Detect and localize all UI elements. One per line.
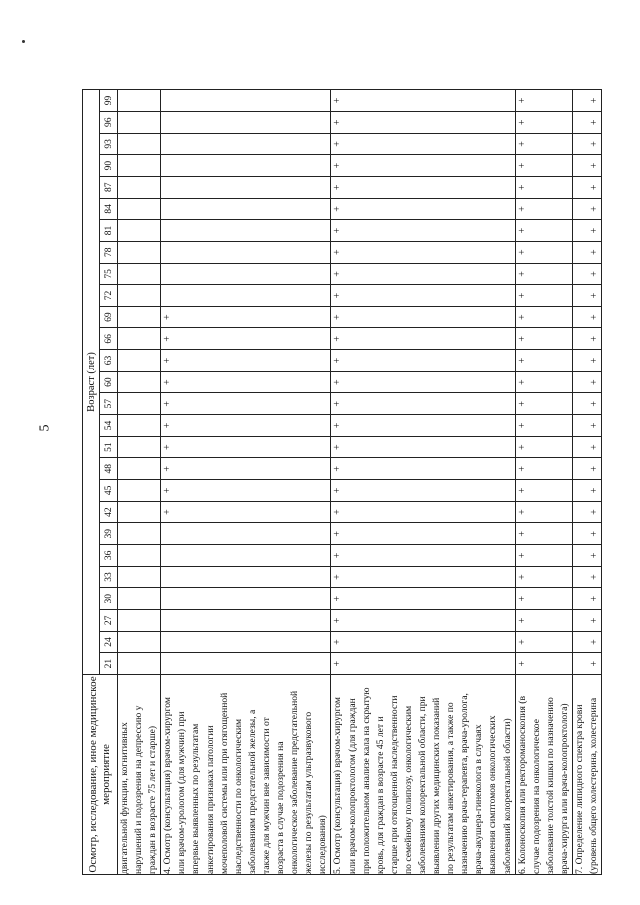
age-column-header: 33 (100, 566, 118, 588)
age-mark-cell: + (515, 371, 572, 393)
description-line: выявлении других медицинских показаний (431, 697, 443, 874)
description-line: или врачом-колопроктологом (для граждан (346, 698, 358, 874)
age-mark-cell (161, 545, 331, 567)
age-mark-cell: + (161, 328, 331, 350)
age-mark-cell (118, 198, 161, 220)
measure-description (515, 675, 572, 875)
age-mark-cell: + (515, 523, 572, 545)
age-mark-cell: + (573, 545, 602, 567)
age-mark-cell: + (161, 501, 331, 523)
age-mark-cell: + (331, 263, 515, 285)
age-mark-cell: + (573, 220, 602, 242)
table-row (118, 89, 161, 874)
age-mark-cell: + (515, 285, 572, 307)
age-mark-cell: + (331, 458, 515, 480)
description-line: случае подозрения на онкологическое (530, 719, 542, 874)
age-column-header: 48 (100, 458, 118, 480)
description-line: заболеваниям колоректальной области, при (416, 696, 428, 874)
age-mark-cell: + (573, 285, 602, 307)
scan-speck (22, 40, 25, 43)
age-mark-cell: + (573, 306, 602, 328)
age-mark-cell (118, 415, 161, 437)
age-mark-cell: + (161, 306, 331, 328)
age-column-header: 96 (100, 111, 118, 133)
age-mark-cell (118, 111, 161, 133)
age-column-header: 45 (100, 480, 118, 502)
age-mark-cell: + (515, 480, 572, 502)
age-mark-cell: + (331, 155, 515, 177)
age-mark-cell (118, 241, 161, 263)
table-body (118, 89, 602, 874)
age-mark-cell (161, 588, 331, 610)
age-mark-cell: + (331, 393, 515, 415)
age-mark-cell: + (515, 328, 572, 350)
age-mark-cell (118, 371, 161, 393)
age-mark-cell (118, 458, 161, 480)
age-mark-cell (118, 393, 161, 415)
age-mark-cell: + (331, 523, 515, 545)
age-mark-cell (118, 501, 161, 523)
age-mark-cell: + (573, 133, 602, 155)
age-mark-cell: + (573, 241, 602, 263)
age-mark-cell: + (515, 306, 572, 328)
description-line: железы по результатам ультразвукового (303, 711, 315, 874)
age-mark-cell: + (161, 480, 331, 502)
age-mark-cell (161, 263, 331, 285)
age-mark-cell (118, 436, 161, 458)
description-line: врача-акушера-гинеколога в случаях (473, 724, 485, 874)
age-mark-cell (118, 653, 161, 675)
age-mark-cell (161, 111, 331, 133)
measure-description (118, 675, 161, 875)
description-line: 7. Определение липидного спектра крови (574, 704, 585, 874)
age-mark-cell (161, 285, 331, 307)
age-mark-cell: + (515, 350, 572, 372)
age-mark-cell: + (331, 480, 515, 502)
age-mark-cell: + (515, 610, 572, 632)
description-line: заболеваний колоректальной области) (501, 718, 513, 874)
description-line: нарушений и подозрения на депрессию у (133, 705, 145, 874)
age-mark-cell: + (573, 566, 602, 588)
age-mark-cell (161, 241, 331, 263)
age-mark-cell (118, 631, 161, 653)
measure-description (331, 675, 515, 875)
age-mark-cell (161, 631, 331, 653)
age-mark-cell (161, 155, 331, 177)
age-mark-cell: + (515, 263, 572, 285)
table-row (515, 89, 572, 874)
age-mark-cell: + (515, 176, 572, 198)
age-column-header: 27 (100, 610, 118, 632)
age-mark-cell (161, 176, 331, 198)
age-mark-cell (161, 198, 331, 220)
age-mark-cell (118, 133, 161, 155)
description-line: двигательной функции, когнитивных (119, 722, 130, 874)
age-mark-cell: + (161, 458, 331, 480)
age-mark-cell (118, 545, 161, 567)
description-line: возраста в случае подозрения на (275, 741, 287, 874)
age-mark-cell: + (161, 415, 331, 437)
age-mark-cell (118, 263, 161, 285)
age-mark-cell: + (573, 176, 602, 198)
screening-table (82, 89, 602, 875)
age-column-header: 36 (100, 545, 118, 567)
age-mark-cell: + (331, 588, 515, 610)
age-mark-cell: + (331, 89, 515, 111)
description-line: кровь, для граждан в возрасте 45 лет и (374, 716, 386, 874)
age-mark-cell: + (331, 501, 515, 523)
age-mark-cell: + (161, 393, 331, 415)
age-mark-cell (118, 566, 161, 588)
description-line: наследственности по онкологическим (232, 718, 244, 874)
age-mark-cell: + (331, 133, 515, 155)
table-row (331, 89, 515, 874)
age-mark-cell: + (331, 176, 515, 198)
age-mark-cell: + (331, 566, 515, 588)
header-measure: Осмотр, исследование, иное медицинское мероприятие (83, 675, 118, 875)
age-mark-cell: + (331, 653, 515, 675)
age-column-header: 54 (100, 415, 118, 437)
age-mark-cell: + (573, 371, 602, 393)
age-mark-cell: + (573, 631, 602, 653)
age-mark-cell (118, 220, 161, 242)
age-column-header: 60 (100, 371, 118, 393)
age-mark-cell: + (515, 545, 572, 567)
age-mark-cell (118, 176, 161, 198)
age-mark-cell: + (161, 371, 331, 393)
age-mark-cell (118, 89, 161, 111)
age-mark-cell: + (515, 111, 572, 133)
age-mark-cell: + (573, 588, 602, 610)
age-mark-cell: + (515, 89, 572, 111)
description-line: граждан в возрасте 75 лет и старше) (147, 725, 159, 874)
age-mark-cell: + (573, 89, 602, 111)
age-mark-cell: + (515, 220, 572, 242)
description-line: исследования) (317, 815, 329, 874)
description-line: при положительном анализе кала на скрытую (360, 687, 372, 874)
age-mark-cell: + (573, 155, 602, 177)
age-mark-cell: + (515, 155, 572, 177)
age-mark-cell: + (573, 480, 602, 502)
age-mark-cell (118, 155, 161, 177)
description-line: старше при отягощенной наследственности (388, 695, 400, 874)
age-mark-cell: + (331, 545, 515, 567)
description-line: по результатам анкетирования, а также по (445, 702, 457, 874)
age-mark-cell (118, 285, 161, 307)
measure-description (161, 675, 331, 875)
age-mark-cell: + (573, 436, 602, 458)
age-column-header: 30 (100, 588, 118, 610)
description-line: также для мужчин вне зависимости от (260, 717, 272, 874)
age-mark-cell (118, 306, 161, 328)
age-mark-cell: + (573, 198, 602, 220)
description-line: 5. Осмотр (консультация) врачом-хирургом (332, 697, 344, 874)
age-mark-cell: + (331, 436, 515, 458)
age-column-header: 69 (100, 306, 118, 328)
age-mark-cell (161, 566, 331, 588)
age-column-header: 75 (100, 263, 118, 285)
description-line: анкетирования признаках патологии (204, 725, 216, 874)
age-mark-cell: + (515, 198, 572, 220)
age-mark-cell: + (573, 501, 602, 523)
age-column-header: 90 (100, 155, 118, 177)
age-mark-cell: + (515, 415, 572, 437)
age-mark-cell: + (515, 588, 572, 610)
description-line: заболевание толстой кишки по назначению (544, 697, 556, 874)
age-column-header: 78 (100, 241, 118, 263)
table-row (573, 89, 602, 874)
age-mark-cell (118, 523, 161, 545)
age-mark-cell: + (573, 610, 602, 632)
rotated-table-page (82, 90, 602, 875)
age-mark-cell: + (515, 653, 572, 675)
age-mark-cell: + (161, 350, 331, 372)
description-line: мочеполовой системы или при отягощенной (218, 692, 230, 874)
age-mark-cell: + (331, 371, 515, 393)
age-mark-cell: + (573, 523, 602, 545)
age-column-header: 93 (100, 133, 118, 155)
age-mark-cell (161, 610, 331, 632)
description-line: впервые выявленных по результатам (190, 723, 202, 874)
age-mark-cell (161, 523, 331, 545)
description-line: онкологическое заболевание предстательной (289, 690, 301, 874)
age-mark-cell: + (573, 653, 602, 675)
age-mark-cell: + (515, 566, 572, 588)
age-mark-cell: + (331, 415, 515, 437)
age-mark-cell (161, 653, 331, 675)
age-mark-cell: + (331, 328, 515, 350)
age-mark-cell: + (573, 111, 602, 133)
age-mark-cell: + (331, 220, 515, 242)
age-column-header: 72 (100, 285, 118, 307)
age-column-header: 99 (100, 89, 118, 111)
age-column-header: 39 (100, 523, 118, 545)
age-column-header: 51 (100, 436, 118, 458)
age-mark-cell: + (331, 111, 515, 133)
age-mark-cell: + (515, 501, 572, 523)
age-mark-cell (161, 220, 331, 242)
page-number: 5 (37, 424, 53, 432)
description-line: (уровень общего холестерина, холестерина (588, 697, 600, 874)
age-mark-cell: + (515, 631, 572, 653)
description-line: 6. Колоноскопия или ректороманоскопия (в (516, 695, 528, 874)
age-column-header: 42 (100, 501, 118, 523)
age-mark-cell: + (573, 350, 602, 372)
description-line: 4. Осмотр (консультация) врачом-хирургом (162, 697, 174, 874)
age-mark-cell: + (331, 241, 515, 263)
description-line: врача-хирурга или врача-колопроктолога) (558, 703, 570, 874)
age-column-header: 57 (100, 393, 118, 415)
age-mark-cell (118, 480, 161, 502)
age-column-header: 63 (100, 350, 118, 372)
age-mark-cell: + (331, 610, 515, 632)
age-mark-cell: + (515, 133, 572, 155)
age-mark-cell: + (331, 631, 515, 653)
age-column-header: 84 (100, 198, 118, 220)
age-mark-cell (161, 133, 331, 155)
age-mark-cell: + (573, 415, 602, 437)
age-mark-cell: + (331, 306, 515, 328)
description-line: выявления симптомов онкологических (487, 715, 499, 874)
age-mark-cell: + (515, 458, 572, 480)
age-mark-cell: + (573, 263, 602, 285)
age-mark-cell (161, 89, 331, 111)
age-column-header: 24 (100, 631, 118, 653)
description-line: назначению врача-терапевта, врача-уролога, (459, 693, 471, 874)
age-mark-cell: + (331, 198, 515, 220)
age-mark-cell: + (331, 285, 515, 307)
age-column-header: 87 (100, 176, 118, 198)
age-mark-cell (118, 610, 161, 632)
header-age: Возраст (лет) (83, 89, 100, 674)
age-mark-cell (118, 350, 161, 372)
age-mark-cell: + (161, 436, 331, 458)
table-row (161, 89, 331, 874)
age-mark-cell (118, 588, 161, 610)
age-mark-cell: + (573, 458, 602, 480)
age-mark-cell (118, 328, 161, 350)
description-line: заболеваниям предстательной железы, а (246, 709, 258, 874)
description-line: по семейному полипозу, онкологическим (402, 705, 414, 874)
age-column-header: 81 (100, 220, 118, 242)
description-line: или врачом-урологом (для мужчин) при (176, 711, 188, 874)
measure-description (573, 675, 602, 875)
age-column-header: 66 (100, 328, 118, 350)
age-column-header: 21 (100, 653, 118, 675)
age-mark-cell: + (515, 436, 572, 458)
age-mark-cell: + (331, 350, 515, 372)
age-mark-cell: + (515, 241, 572, 263)
age-mark-cell: + (515, 393, 572, 415)
age-mark-cell: + (573, 328, 602, 350)
age-mark-cell: + (573, 393, 602, 415)
